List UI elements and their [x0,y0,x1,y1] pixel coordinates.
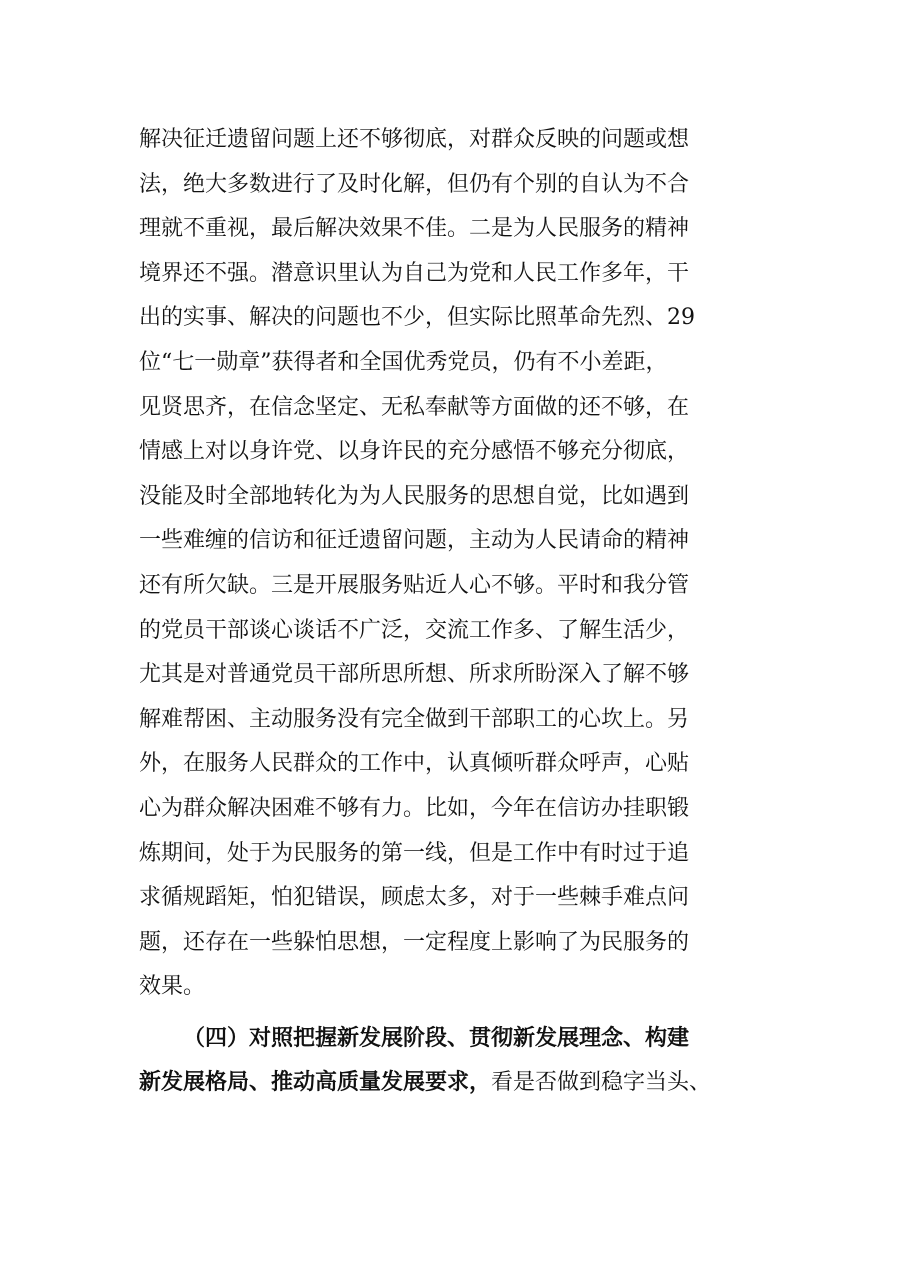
section-heading-bold-text: 新发展格局、推动高质量发展要求， [139,1069,492,1096]
document-body [139,118,779,1105]
text-line: 解决征迁遗留问题上还不够彻底，对群众反映的问题或想 [139,127,690,152]
text-line: 尤其是对普通党员干部所思所想、所求所盼深入了解不够 [139,662,690,688]
section-heading-line-2 [139,1060,779,1105]
text-line: 还有所欠缺。三是开展服务贴近人心不够。平时和我分管 [139,572,690,598]
text-line: 心为群众解决困难不够有力。比如，今年在信访办挂职锻 [139,795,690,821]
text-line: 效果。 [139,974,206,1000]
section-heading-normal-text: 看是否做到稳字当头、 [491,1070,712,1096]
text-line: 一些难缠的信访和征迁遗留问题，主动为人民请命的精神 [139,528,690,554]
text-line: 见贤思齐，在信念坚定、无私奉献等方面做的还不够，在 [139,394,690,420]
text-line: 外，在服务人民群众的工作中，认真倾听群众呼声，心贴 [139,751,690,777]
text-line: 理就不重视，最后解决效果不佳。二是为人民服务的精神 [139,216,690,242]
text-line: 炼期间，处于为民服务的第一线，但是工作中有时过于追 [139,840,690,866]
text-line: 求循规蹈矩，怕犯错误，顾虑太多，对于一些棘手难点问 [139,885,690,911]
text-line: 情感上对以身许党、以身许民的充分感悟不够充分彻底， [139,439,690,465]
paragraph-2 [139,1016,779,1105]
text-line: 没能及时全部地转化为为人民服务的思想自觉，比如遇到 [139,483,690,509]
text-line: 题，还存在一些躲怕思想，一定程度上影响了为民服务的 [139,929,690,955]
text-line: 境界还不强。潜意识里认为自己为党和人民工作多年，干 [139,260,690,286]
text-line: 解难帮困、主动服务没有完全做到干部职工的心坎上。另 [139,706,690,732]
text-line: 法，绝大多数进行了及时化解，但仍有个别的自认为不合 [139,171,690,197]
text-line: 出的实事、解决的问题也不少，但实际比照革命先烈、29 [139,305,695,331]
text-line: 的党员干部谈心谈话不广泛，交流工作多、了解生活少， [139,617,690,643]
section-heading-line: （四）对照把握新发展阶段、贯彻新发展理念、构建 [183,1024,690,1051]
paragraph-1 [139,118,779,1010]
text-line: 位“七一勋章”获得者和全国优秀党员，仍有不小差距， [139,349,668,375]
